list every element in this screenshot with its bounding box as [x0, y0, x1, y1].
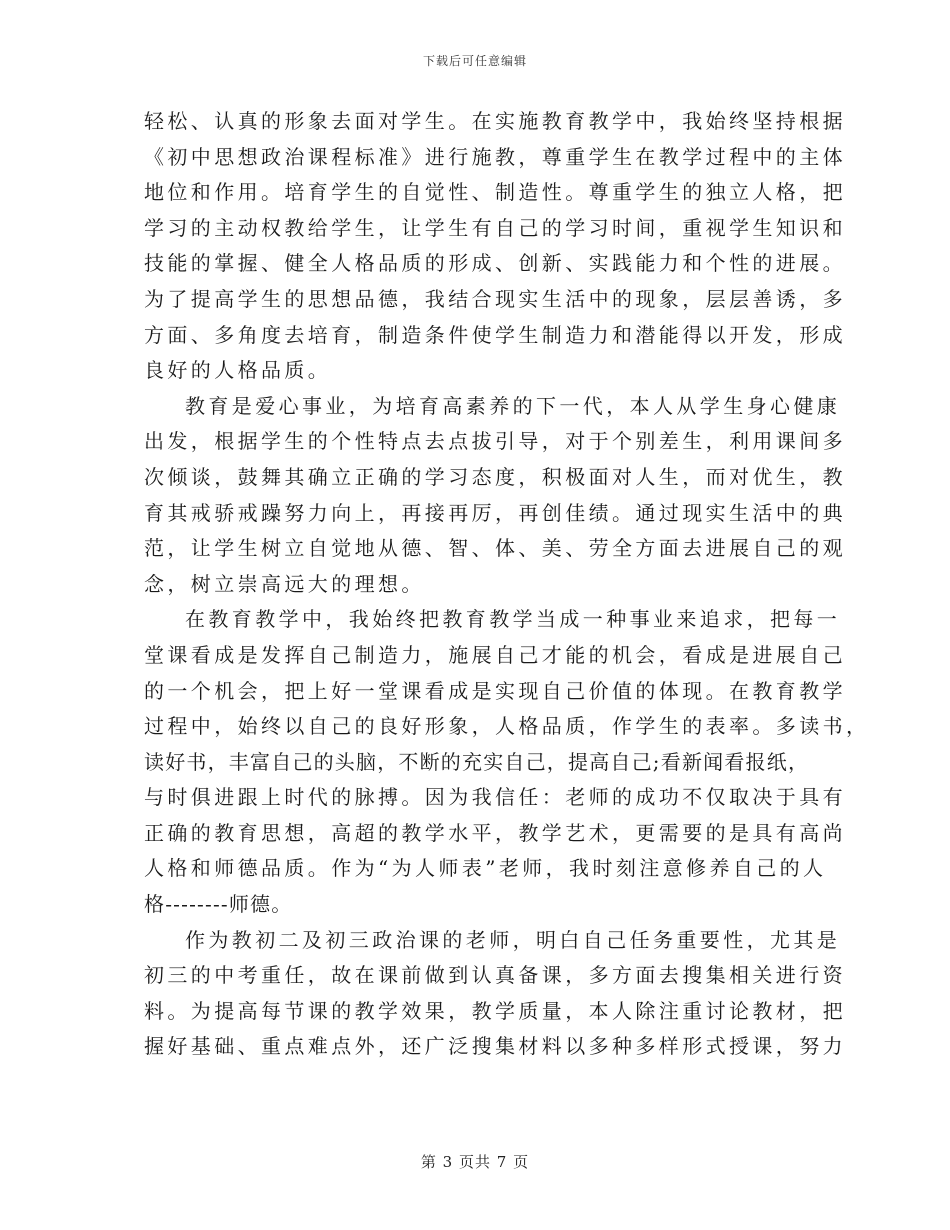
- body-line: 握好基础、重点难点外，还广泛搜集材料以多种多样形式授课，努力: [144, 1034, 846, 1059]
- body-line: 读好书，丰富自己的头脑，不断的充实自己，提高自己;看新闻看报纸，: [144, 749, 810, 774]
- body-line: 与时俱进跟上时代的脉搏。因为我信任：老师的成功不仅取决于具有: [144, 785, 846, 810]
- body-line: 方面、多角度去培育，制造条件使学生制造力和潜能得以开发，形成: [144, 322, 846, 347]
- body-line: 地位和作用。培育学生的自觉性、制造性。尊重学生的独立人格，把: [144, 180, 846, 205]
- body-line: 轻松、认真的形象去面对学生。在实施教育教学中，我始终坚持根据: [144, 109, 846, 133]
- body-line: 《初中思想政治课程标准》进行施教，尊重学生在教学过程中的主体: [144, 144, 846, 169]
- page-number-footer: 第 3 页共 7 页: [420, 1153, 530, 1171]
- body-line: 为了提高学生的思想品德，我结合现实生活中的现象，层层善诱，多: [144, 286, 846, 311]
- body-line: 学习的主动权教给学生，让学生有自己的学习时间，重视学生知识和: [144, 215, 846, 240]
- body-line: 育其戒骄戒躁努力向上，再接再厉，再创佳绩。通过现实生活中的典: [144, 500, 846, 525]
- body-line: 的一个机会，把上好一堂课看成是实现自己价值的体现。在教育教学: [144, 678, 846, 703]
- paragraph-start-line: 教育是爱心事业，为培育高素养的下一代，本人从学生身心健康: [185, 393, 841, 418]
- body-line: 堂课看成是发挥自己制造力，施展自己才能的机会，看成是进展自己: [144, 642, 846, 667]
- body-line: 人格和师德品质。作为“为人师表”老师，我时刻注意修养自己的人: [144, 856, 827, 881]
- paragraph-start-line: 在教育教学中，我始终把教育教学当成一种事业来追求，把每一: [185, 607, 841, 632]
- body-line: 次倾谈，鼓舞其确立正确的学习态度，积极面对人生，而对优生，教: [144, 464, 846, 489]
- body-line: 出发，根据学生的个性特点去点拔引导，对于个别差生，利用课间多: [144, 429, 846, 454]
- document-body: [144, 104, 870, 1065]
- body-line: 良好的人格品质。: [144, 358, 332, 383]
- page-header: 下载后可任意编辑: [422, 54, 527, 68]
- body-line: 念，树立崇高远大的理想。: [144, 571, 425, 596]
- body-line: 料。为提高每节课的教学效果，教学质量，本人除注重讨论教材，把: [144, 998, 846, 1023]
- body-line: 范，让学生树立自觉地从德、智、体、美、劳全方面去进展自己的观: [144, 536, 846, 561]
- body-line: 技能的掌握、健全人格品质的形成、创新、实践能力和个性的进展。: [144, 251, 846, 276]
- body-line: 过程中，始终以自己的良好形象，人格品质，作学生的表率。多读书，: [144, 714, 870, 739]
- body-line: 格--------师德。: [144, 892, 293, 917]
- body-line: 初三的中考重任，故在课前做到认真备课，多方面去搜集相关进行资: [144, 963, 846, 988]
- body-line: 正确的教育思想，高超的教学水平，教学艺术，更需要的是具有高尚: [144, 820, 846, 845]
- paragraph-start-line: 作为教初二及初三政治课的老师，明白自己任务重要性，尤其是: [185, 927, 841, 952]
